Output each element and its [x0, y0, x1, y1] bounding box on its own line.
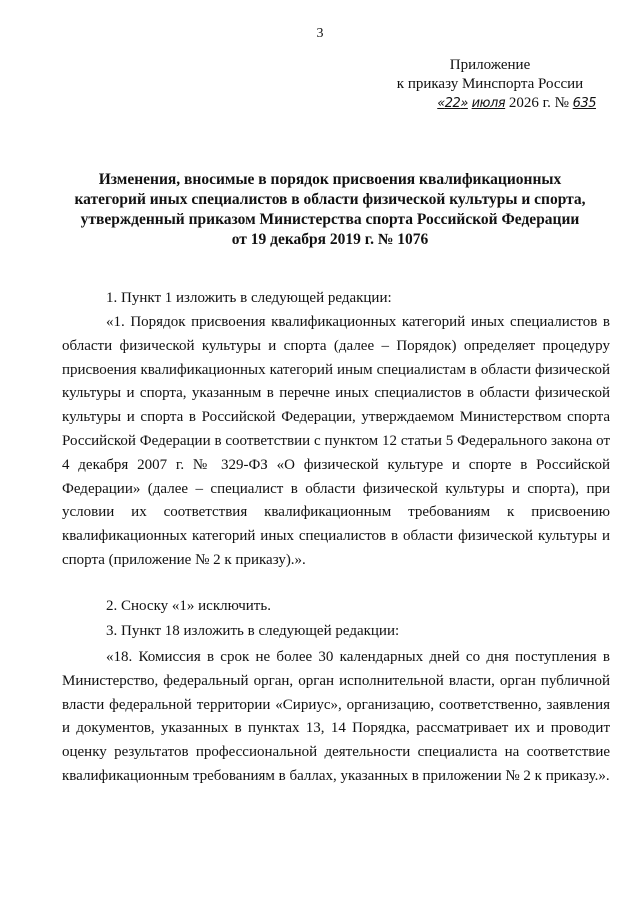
date-year: 2026 г. № [508, 95, 569, 111]
date-month-handwritten: июля [471, 96, 506, 111]
title-line-1: Изменения, вносимые в порядок присвоения квалификационных [98, 171, 562, 188]
paragraph-item-1-text: «1. Порядок присвоения квалификационных категорий иных специалистов в области физической культуры и спорта (далее – Порядок) определяет процедуру присвоения квалификационных категорий иным специалистам в области физической культуры и спорта, указанным в перечне иных специалистов в области физической культуры и спорта в Российской Федерации, утверждаемом Министерством спорта Российской Федерации в соответствии с пунктом 12 статьи 5 Федерального закона от 4 декабря 2007 г. № 329-ФЗ «О физической культуре и спорте в Российской Федерации» (далее – специалист в области физической культуры и спорта), при условии их соответствия квалификационным требованиям к присвоению квалификационных категорий иных специалистов в области физической культуры и спорта (приложение № 2 к приказу).». [62, 314, 610, 568]
title-line-2: категорий иных специалистов в области физической культуры и спорта, [74, 191, 586, 208]
order-number-handwritten: 635 [572, 96, 596, 111]
appendix-date-line [370, 94, 610, 113]
appendix-label: Приложение [449, 57, 531, 73]
date-day-handwritten: 22 [444, 96, 461, 111]
paragraph-item-3: 3. Пункт 18 изложить в следующей редакции: [106, 623, 400, 639]
date-close-quote: » [460, 96, 468, 111]
paragraph-item-3-text: «18. Комиссия в срок не более 30 календарных дней со дня поступления в Министерство, федеральный орган, орган исполнительной власти, орган публичной власти федеральной территории «Сириус», организацию, соответственно, заявления и документов, указанных в пунктах 13, 14 Порядка, рассматривает их и проводит оценку результатов профессиональной деятельности специалиста на соответствие квалификационным требованиям в баллах, указанных в приложении № 2 к приказу.». [62, 649, 610, 784]
appendix-order-reference: к приказу Минспорта России [396, 76, 584, 92]
appendix-header [370, 56, 610, 113]
page-number: 3 [316, 26, 324, 41]
date-open-quote: « [437, 96, 445, 111]
paragraph-item-1: 1. Пункт 1 изложить в следующей редакции: [106, 290, 392, 306]
title-line-4: от 19 декабря 2019 г. № 1076 [231, 231, 429, 248]
paragraph-item-2: 2. Сноску «1» исключить. [106, 598, 271, 614]
title-line-3: утвержденный приказом Министерства спорта Российской Федерации [80, 211, 580, 228]
document-title [70, 170, 590, 250]
